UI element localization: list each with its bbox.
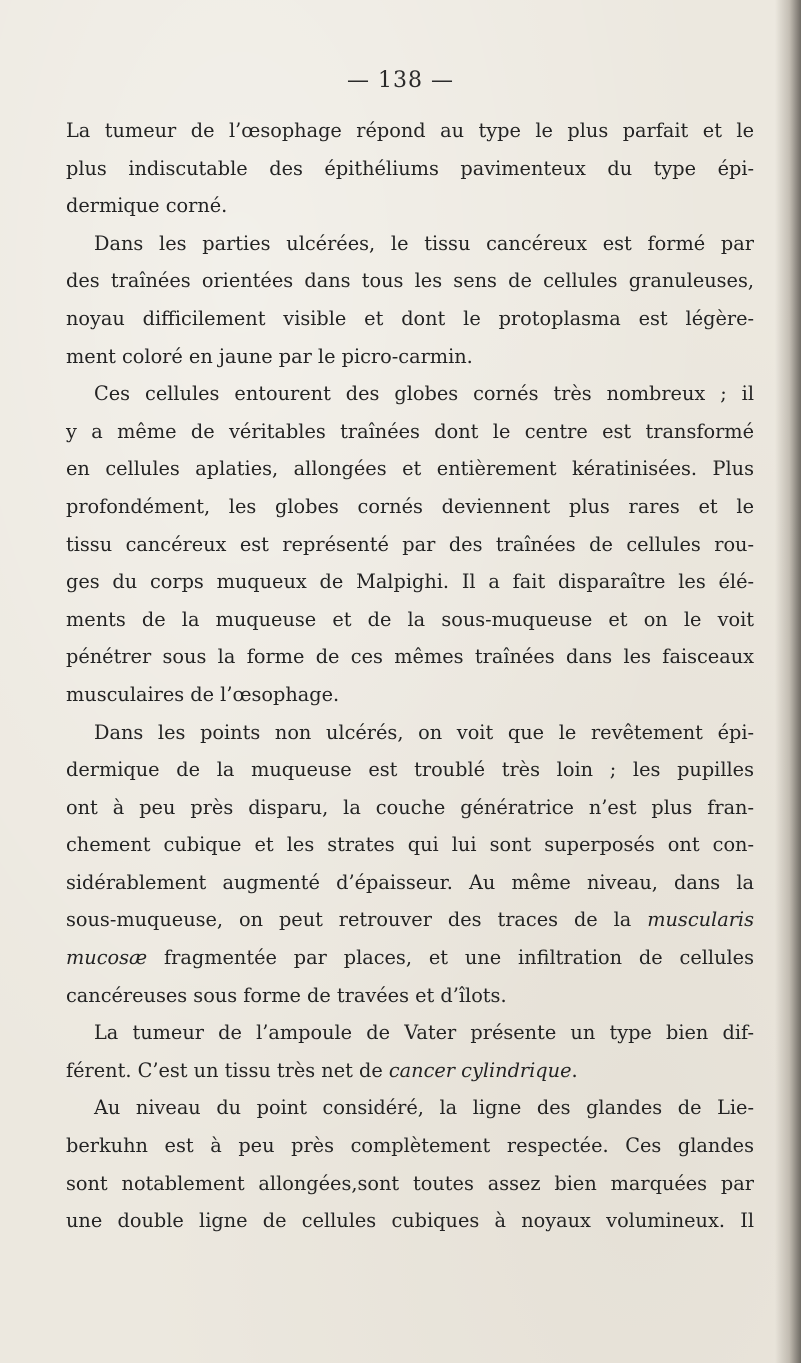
text-run: fragmentée par places, et une infiltration de cellules [147,946,754,970]
text-line: ment coloré en jaune par le picro-carmin. [66,344,473,368]
text-line: profondément, les globes cornés deviennent plus rares et le [66,494,754,518]
italic-term: mucosæ [66,946,148,970]
italic-term: muscularis [647,908,754,932]
text-run: . [571,1058,578,1082]
text-line: une double ligne de cellules cubiques à noyaux volumineux. Il [66,1209,754,1233]
body-text [66,112,754,1240]
text-line: chement cubique et les strates qui lui sont superposés ont con- [66,833,754,857]
text-line: noyau difficilement visible et dont le protoplasma est légère- [66,306,754,330]
italic-term: cancer cylindrique [388,1058,572,1082]
text-line: ges du corps muqueux de Malpighi. Il a fait disparaître les élé- [66,570,754,594]
page-edge-shadow [775,0,801,1363]
text-line: ments de la muqueuse et de la sous-muqueuse et on le voit [66,607,754,631]
text-line: y a même de véritables traînées dont le centre est transformé [66,419,754,443]
text-line: des traînées orientées dans tous les sens de cellules granuleuses, [66,269,754,293]
text-line: Au niveau du point considéré, la ligne des glandes de Lie- [94,1096,754,1120]
text-run: sous-muqueuse, on peut retrouver des traces de la [66,908,648,932]
text-line: plus indiscutable des épithéliums pavimenteux du type épi- [66,156,754,180]
text-line: sidérablement augmenté d’épaisseur. Au même niveau, dans la [66,870,754,894]
text-line: La tumeur de l’œsophage répond au type le plus parfait et le [66,119,754,142]
text-line: Ces cellules entourent des globes cornés très nombreux ; il [94,382,754,406]
page-number: — 138 — [347,68,454,93]
text-line: La tumeur de l’ampoule de Vater présente un type bien dif- [94,1021,754,1045]
text-line: en cellules aplaties, allongées et entièrement kératinisées. Plus [66,457,754,481]
text-line: Dans les parties ulcérées, le tissu cancéreux est formé par [94,231,754,255]
text-line: cancéreuses sous forme de travées et d’îlots. [66,983,507,1007]
text-line-mixed [66,939,754,977]
text-line: ont à peu près disparu, la couche génératrice n’est plus fran- [66,795,754,819]
text-line: Dans les points non ulcérés, on voit que le revêtement épi- [94,720,754,744]
text-run: férent. C’est un tissu très net de [66,1058,389,1082]
text-line: tissu cancéreux est représenté par des traînées de cellules rou- [66,532,754,556]
text-line: sont notablement allongées,sont toutes assez bien marquées par [66,1171,754,1195]
text-line-mixed [66,1052,754,1090]
text-line: musculaires de l’œsophage. [66,682,340,706]
text-line-mixed [66,901,754,939]
text-line: dermique corné. [66,194,228,218]
text-line: berkuhn est à peu près complètement respectée. Ces glandes [66,1134,754,1158]
text-line: pénétrer sous la forme de ces mêmes traînées dans les faisceaux [66,645,754,669]
text-line: dermique de la muqueuse est troublé très loin ; les pupilles [66,758,754,782]
